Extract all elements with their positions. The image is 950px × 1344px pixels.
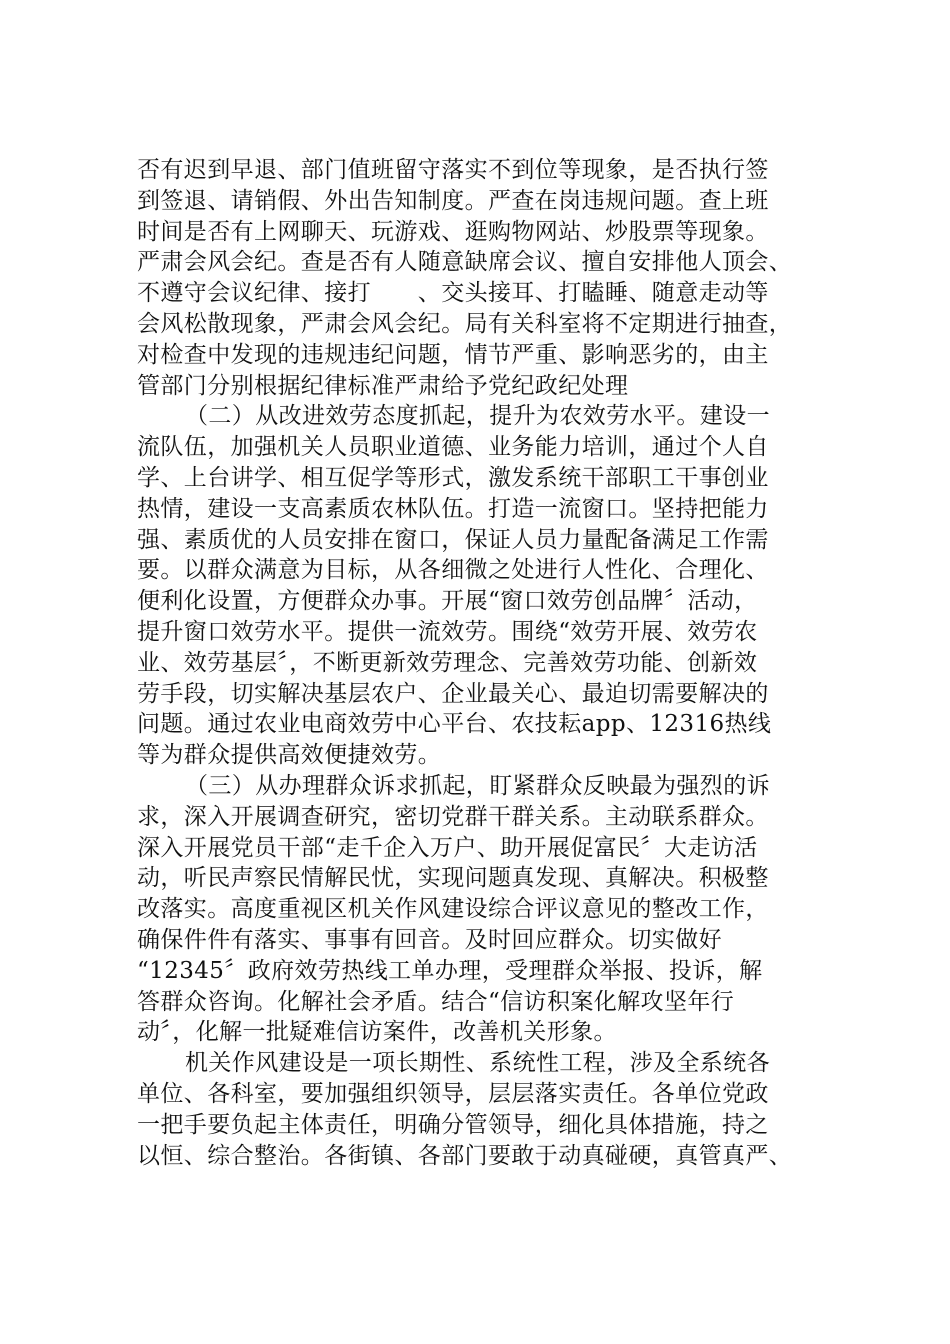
text-line: 提升窗口效劳水平。提供一流效劳。围绕“效劳开展、效劳农	[137, 618, 758, 645]
text-line: 问题。通过农业电商效劳中心平台、农技耘app、12316热线	[137, 711, 772, 738]
text-line: 到签退、请销假、外出告知制度。严查在岗违规问题。查上班	[137, 187, 769, 214]
text-line: 不遵守会议纪律、接打 、交头接耳、打瞌睡、随意走动等	[137, 280, 769, 307]
text-line: 答群众咨询。化解社会矛盾。结合“信访积案化解攻坚年行	[137, 988, 735, 1015]
document-body-text	[137, 155, 837, 1171]
text-line: 学、上台讲学、相互促学等形式，激发系统干部职工干事创业	[137, 464, 769, 491]
text-line: 深入开展党员干部“走千企入万户、助开展促富民〞大走访活	[137, 834, 758, 861]
text-line: （二）从改进效劳态度抓起，提升为农效劳水平。建设一	[185, 403, 770, 430]
text-line: 确保件件有落实、事事有回音。及时回应群众。切实做好	[137, 926, 722, 953]
text-line: 严肃会风会纪。查是否有人随意缺席会议、擅自安排他人顶会、	[137, 249, 793, 276]
text-line: 对检查中发现的违规违纪问题，情节严重、影响恶劣的，由主	[137, 341, 769, 368]
text-line: 要。以群众满意为目标，从各细微之处进行人性化、合理化、	[137, 557, 769, 584]
text-line: 流队伍，加强机关人员职业道德、业务能力培训，通过个人自	[137, 434, 769, 461]
text-line: 时间是否有上网聊天、玩游戏、逛购物网站、炒股票等现象。	[137, 218, 769, 245]
text-line: 管部门分别根据纪律标准严肃给予党纪政纪处理	[137, 372, 629, 399]
text-line: 改落实。高度重视区机关作风建设综合评议意见的整改工作，	[137, 896, 769, 923]
text-line: 业、效劳基层〞，不断更新效劳理念、完善效劳功能、创新效	[137, 649, 758, 676]
text-line: 劳手段，切实解决基层农户、企业最关心、最迫切需要解决的	[137, 680, 769, 707]
text-line: 机关作风建设是一项长期性、系统性工程，涉及全系统各	[185, 1050, 770, 1077]
text-line: 会风松散现象，严肃会风会纪。局有关科室将不定期进行抽查，	[137, 310, 793, 337]
text-line: 热情，建设一支高素质农林队伍。打造一流窗口。坚持把能力	[137, 495, 769, 522]
text-line: 强、素质优的人员安排在窗口，保证人员力量配备满足工作需	[137, 526, 769, 553]
text-line: 求，深入开展调查研究，密切党群干群关系。主动联系群众。	[137, 803, 769, 830]
text-line: 便利化设置，方便群众办事。开展“窗口效劳创品牌〞活动，	[137, 588, 758, 615]
text-line: 以恒、综合整治。各街镇、各部门要敢于动真碰硬，真管真严、	[137, 1142, 793, 1169]
text-line: 动，听民声察民情解民忧，实现问题真发现、真解决。积极整	[137, 865, 769, 892]
text-line: “12345〞政府效劳热线工单办理，受理群众举报、投诉，解	[137, 957, 763, 984]
text-line: 动〞，化解一批疑难信访案件，改善机关形象。	[137, 1019, 617, 1046]
text-line: 一把手要负起主体责任，明确分管领导，细化具体措施，持之	[137, 1111, 769, 1138]
text-line: 等为群众提供高效便捷效劳。	[137, 742, 442, 769]
text-line: 否有迟到早退、部门值班留守落实不到位等现象，是否执行签	[137, 157, 769, 183]
text-line: （三）从办理群众诉求抓起，盯紧群众反映最为强烈的诉	[185, 772, 770, 799]
text-line: 单位、各科室，要加强组织领导，层层落实责任。各单位党政	[137, 1080, 769, 1107]
